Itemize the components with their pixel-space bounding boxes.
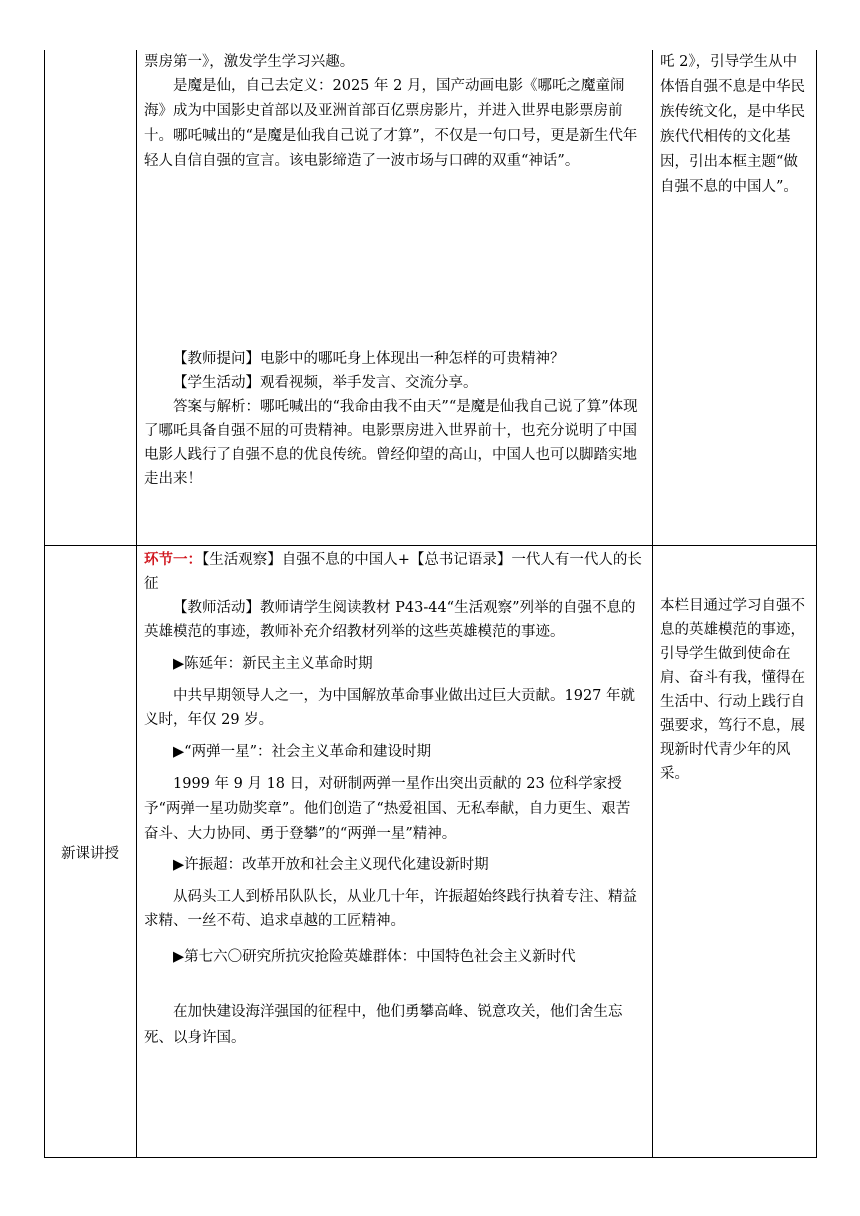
- table-border-right: [816, 50, 817, 1158]
- table-col-divider-2: [652, 50, 653, 1158]
- segment-heading: [144, 548, 644, 596]
- hero-heading-institute-760: ▶第七六〇研究所抗灾抢险英雄群体：中国特色社会主义新时代: [173, 949, 576, 965]
- hero-heading-xu-zhenchao: ▶许振超：改革开放和社会主义现代化建设新时期: [173, 857, 489, 873]
- hero-text-two-bombs: 1999 年 9 月 18 日，对研制两弹一星作出突出贡献的 23 位科学家授予“两弹一星功勋奖章”。他们创造了“热爱祖国、无私奉献，自力更生、艰苦奋斗、大力协同、勇于登攀”的“两弹一星”精神。: [144, 776, 631, 842]
- intro-continuation: 票房第一》，激发学生学习兴趣。: [144, 54, 355, 70]
- hero-text-chen-yannian: 中共早期领导人之一，为中国解放革命事业做出过巨大贡献。1927 年就义时，年仅 29 岁。: [144, 688, 636, 728]
- row2-design-intent: 本栏目通过学习自强不息的英雄模范的事迹，引导学生做到使命在肩、奋斗有我，懂得在生活中、行动上践行自强要求，笃行不息，展现新时代青少年的风采。: [660, 598, 805, 782]
- teacher-question: 【教师提问】电影中的哪吒身上体现出一种怎样的可贵精神？: [173, 351, 565, 367]
- student-activity: 【学生活动】观看视频，举手发言、交流分享。: [173, 375, 478, 391]
- segment-title: 【生活观察】自强不息的中国人+【总书记语录】一代人有一代人的长征: [144, 552, 642, 592]
- answer-analysis: 答案与解析：哪吒喊出的“我命由我不由天”“是魔是仙我自己说了算”体现了哪吒具备自强不屈的可贵精神。电影票房进入世界前十，也充分说明了中国电影人践行了自强不息的优良传统。曾经仰望的高山，中国人也可以脚踏实地走出来！: [144, 399, 638, 487]
- table-col-divider-1: [136, 50, 137, 1158]
- table-border-left: [44, 50, 45, 1158]
- segment-label: 环节一：: [144, 551, 202, 568]
- teacher-activity: 【教师活动】教师请学生阅读教材 P43-44“生活观察”列举的自强不息的英雄模范的事迹，教师补充介绍教材列举的这些英雄模范的事迹。: [144, 600, 636, 640]
- hero-heading-chen-yannian: ▶陈延年：新民主主义革命时期: [173, 656, 373, 672]
- table-border-bottom: [44, 1157, 817, 1158]
- hero-heading-two-bombs: ▶“两弹一星”：社会主义革命和建设时期: [173, 744, 431, 760]
- section-label: 新课讲授: [61, 846, 119, 862]
- hero-text-institute-760: 在加快建设海洋强国的征程中，他们勇攀高峰、锐意攻关，他们舍生忘死、以身许国。: [144, 1004, 623, 1046]
- table-row-divider: [44, 545, 817, 546]
- nezha-paragraph: 是魔是仙，自己去定义：2025 年 2 月，国产动画电影《哪吒之魔童闹海》成为中国影史首部以及亚洲首部百亿票房影片，并进入世界电影票房前十。哪吒喊出的“是魔是仙我自己说了才算”，不仅是一句口号，更是新生代年轻人自信自强的宣言。该电影缔造了一波市场与口碑的双重“神话”。: [144, 78, 638, 169]
- hero-text-xu-zhenchao: 从码头工人到桥吊队队长，从业几十年，许振超始终践行执着专注、精益求精、一丝不苟、追求卓越的工匠精神。: [144, 889, 637, 929]
- row1-design-intent: 吒 2》，引导学生从中体悟自强不息是中华民族传统文化，是中华民族代代相传的文化基因，引出本框主题“做自强不息的中国人”。: [660, 54, 805, 195]
